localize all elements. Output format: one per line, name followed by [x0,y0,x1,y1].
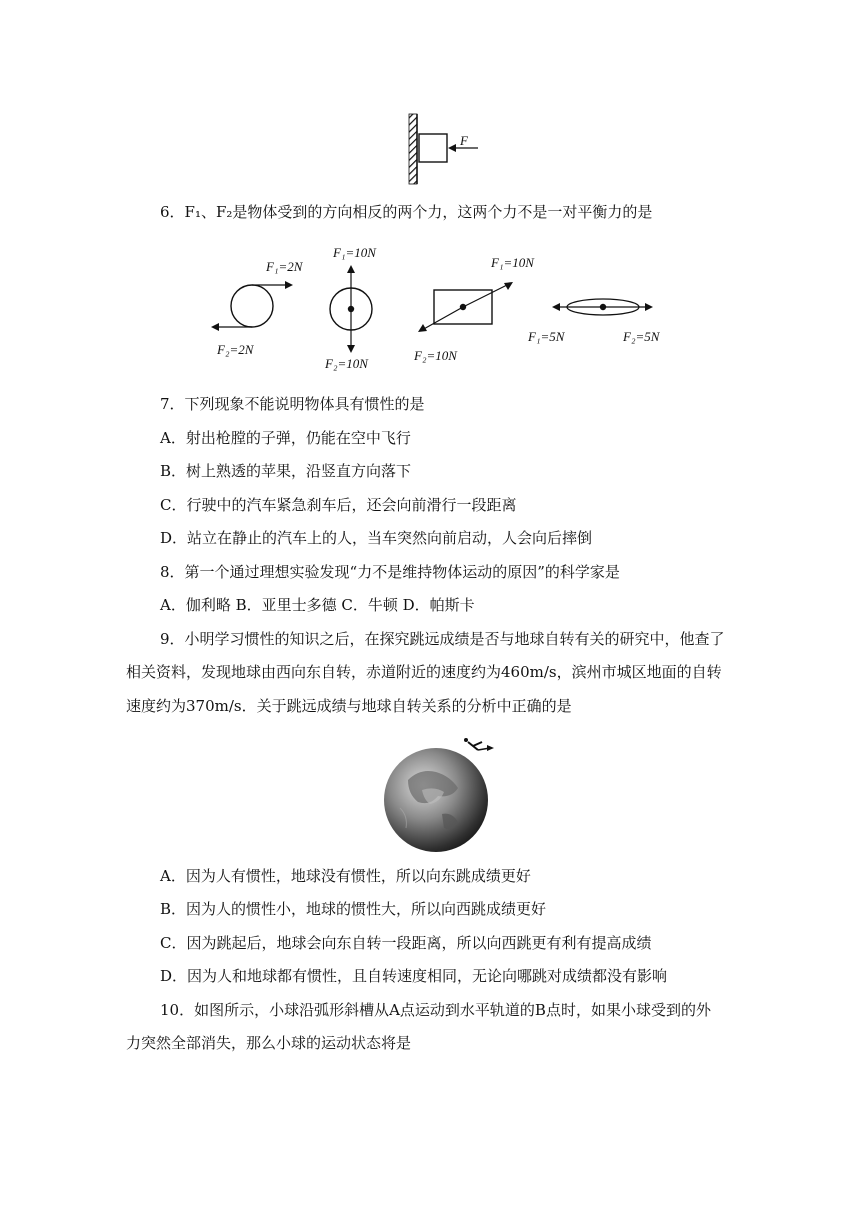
q9-option-b: B．因为人的惯性小，地球的惯性大，所以向西跳成绩更好 [160,900,547,918]
q6-diagrams [200,238,700,378]
diagram-b-top-label: F₁=10N [333,245,376,260]
diagram-a-bottom-label: F₂=2N [217,342,254,357]
diagram-c [413,255,535,363]
q7-option-a: A．射出枪膛的子弹，仍能在空中飞行 [160,429,411,447]
diagram-d-left-label: F₁=5N [528,329,565,344]
q9-stem-line-3: 速度约为370m/s．关于跳远成绩与地球自转关系的分析中正确的是 [126,697,572,715]
q9-option-a: A．因为人有惯性，地球没有惯性，所以向东跳成绩更好 [160,867,531,885]
q7-stem: 7．下列现象不能说明物体具有惯性的是 [160,395,425,413]
diagram-a [211,259,304,357]
q7-option-c: C．行驶中的汽车紧急刹车后，还会向前滑行一段距离 [160,496,517,514]
wall-block-figure [400,112,490,186]
q9-stem-line-1: 9．小明学习惯性的知识之后，在探究跳远成绩是否与地球自转有关的研究中，他查了 [160,630,725,648]
diagram-b [324,245,377,371]
q10-stem-line-2: 力突然全部消失，那么小球的运动状态将是 [126,1034,412,1052]
earth-figure [378,732,498,856]
diagram-d-right-label: F₂=5N [623,329,660,344]
wall [409,114,417,184]
diagram-b-bottom-label: F₂=10N [325,356,368,371]
q7-option-d: D．站立在静止的汽车上的人，当车突然向前启动，人会向后摔倒 [160,529,593,547]
q10-stem-line-1: 10．如图所示，小球沿弧形斜槽从A点运动到水平轨道的B点时，如果小球受到的外 [160,1001,711,1019]
q9-option-d: D．因为人和地球都有惯性，且自转速度相同，无论向哪跳对成绩都没有影响 [160,967,668,985]
q8-options: A．伽利略 B．亚里士多德 C．牛顿 D．帕斯卡 [160,596,475,614]
q8-stem: 8．第一个通过理想实验发现“力不是维持物体运动的原因”的科学家是 [160,563,620,581]
diagram-d [527,299,661,344]
block [419,134,447,162]
force-label: F [460,133,468,148]
q7-option-b: B．树上熟透的苹果，沿竖直方向落下 [160,462,412,480]
diagram-c-bottom-label: F₂=10N [414,348,457,363]
jumper-icon [464,738,494,751]
diagram-c-top-label: F₁=10N [491,255,534,270]
q9-stem-line-2: 相关资料，发现地球由西向东自转，赤道附近的速度约为460m/s，滨州市城区地面的自转 [126,663,722,681]
q9-option-c: C．因为跳起后，地球会向东自转一段距离，所以向西跳更有利有提高成绩 [160,934,652,952]
q6-stem: 6．F₁、F₂是物体受到的方向相反的两个力，这两个力不是一对平衡力的是 [160,203,653,221]
diagram-a-top-label: F₁=2N [266,259,303,274]
